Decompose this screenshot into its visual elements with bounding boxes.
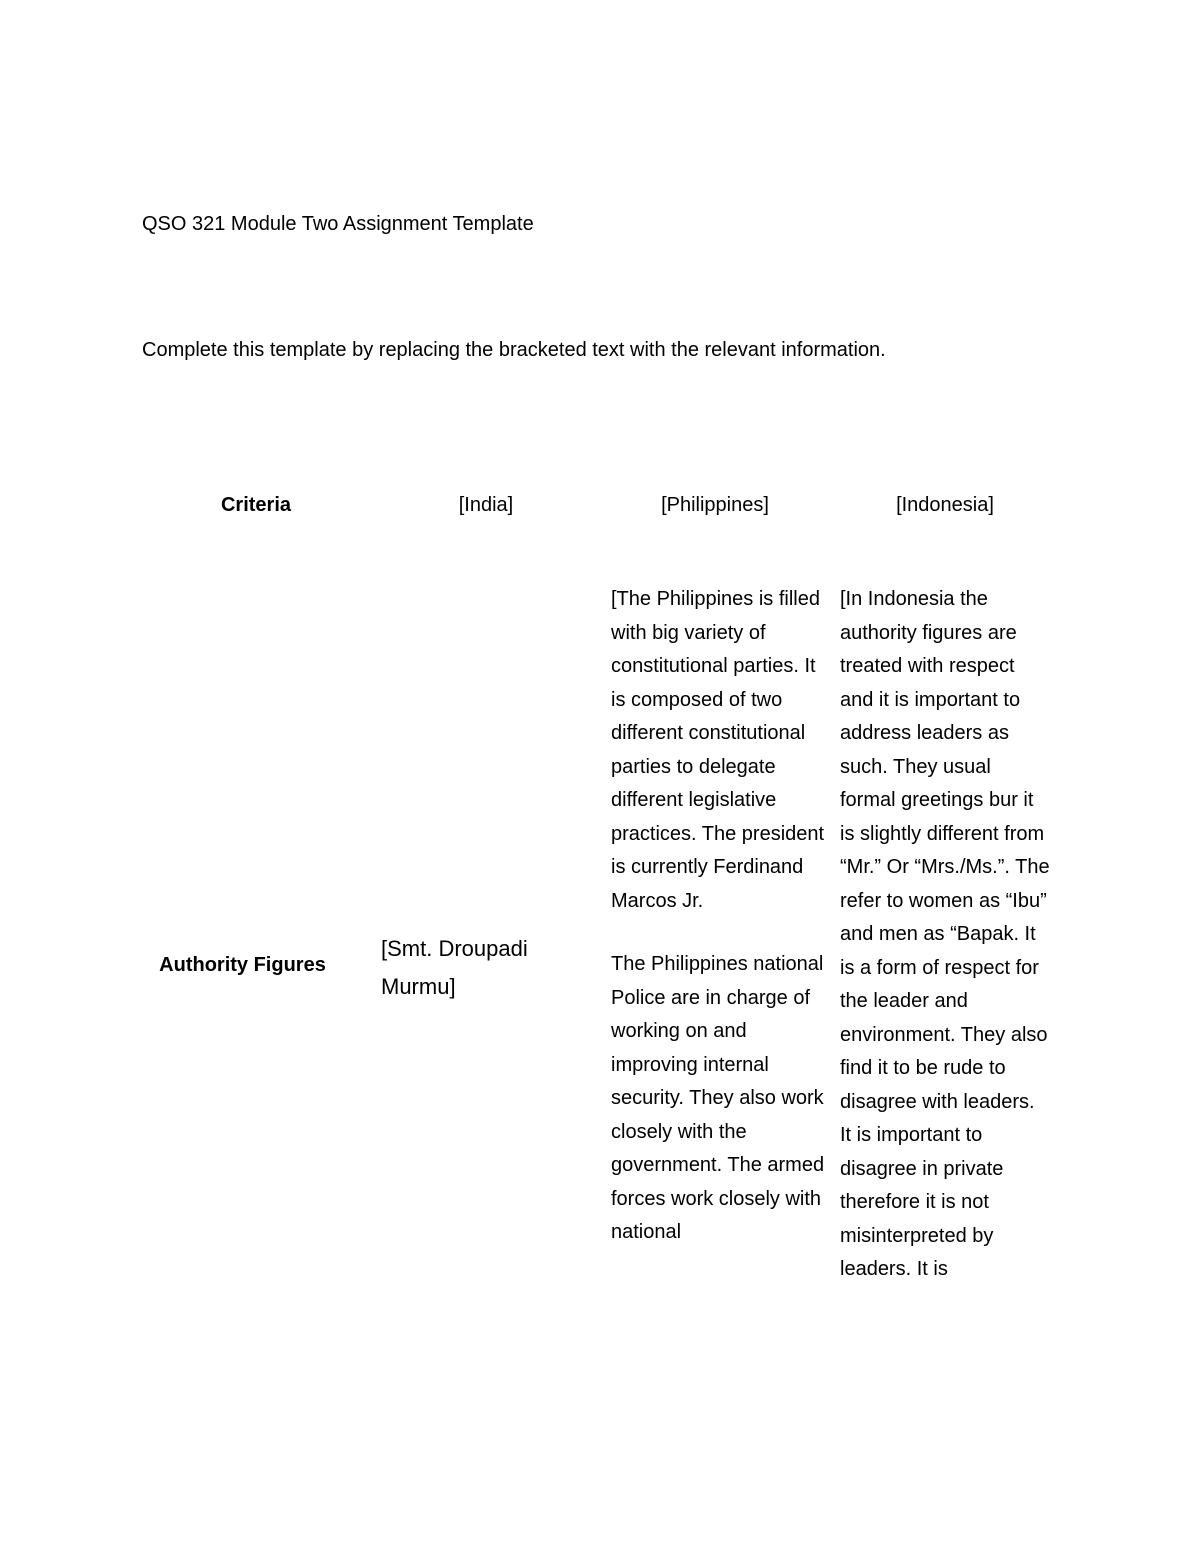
header-philippines: [Philippines] xyxy=(661,494,769,516)
instructions-text: Complete this template by replacing the bracketed text with the relevant information. xyxy=(142,339,886,361)
philippines-paragraph-2: The Philippines national Police are in charge of working on and improving internal security. They also work closely with the government. The armed forces work closely with national xyxy=(611,953,825,1243)
cell-india-authority: [Smt. Droupadi Murmu] xyxy=(381,936,528,999)
cell-philippines-authority xyxy=(611,583,826,1250)
philippines-paragraph-1: [The Philippines is filled with big variety of constitutional parties. It is composed of two different constitutional parties to delegate different legislative practices. The president is currently Ferdinand Marcos Jr. xyxy=(611,588,825,912)
cell-indonesia-authority: [In Indonesia the authority figures are treated with respect and it is important to address leaders as such. They usual formal greetings bur it is slightly different from “Mr.” Or “Mrs./Ms.”. The refer to women as “Ibu” and men as “Bapak. It is a form of respect for the leader and environment. They also find it to be rude to disagree with leaders. It is important to disagree in private therefore it is not misinterpreted by leaders. It is xyxy=(840,588,1050,1280)
row-label-authority-figures: Authority Figures xyxy=(159,954,326,976)
header-india: [India] xyxy=(458,494,514,516)
header-indonesia: [Indonesia] xyxy=(896,494,994,516)
header-criteria: Criteria xyxy=(220,494,292,516)
document-title: QSO 321 Module Two Assignment Template xyxy=(142,213,534,235)
